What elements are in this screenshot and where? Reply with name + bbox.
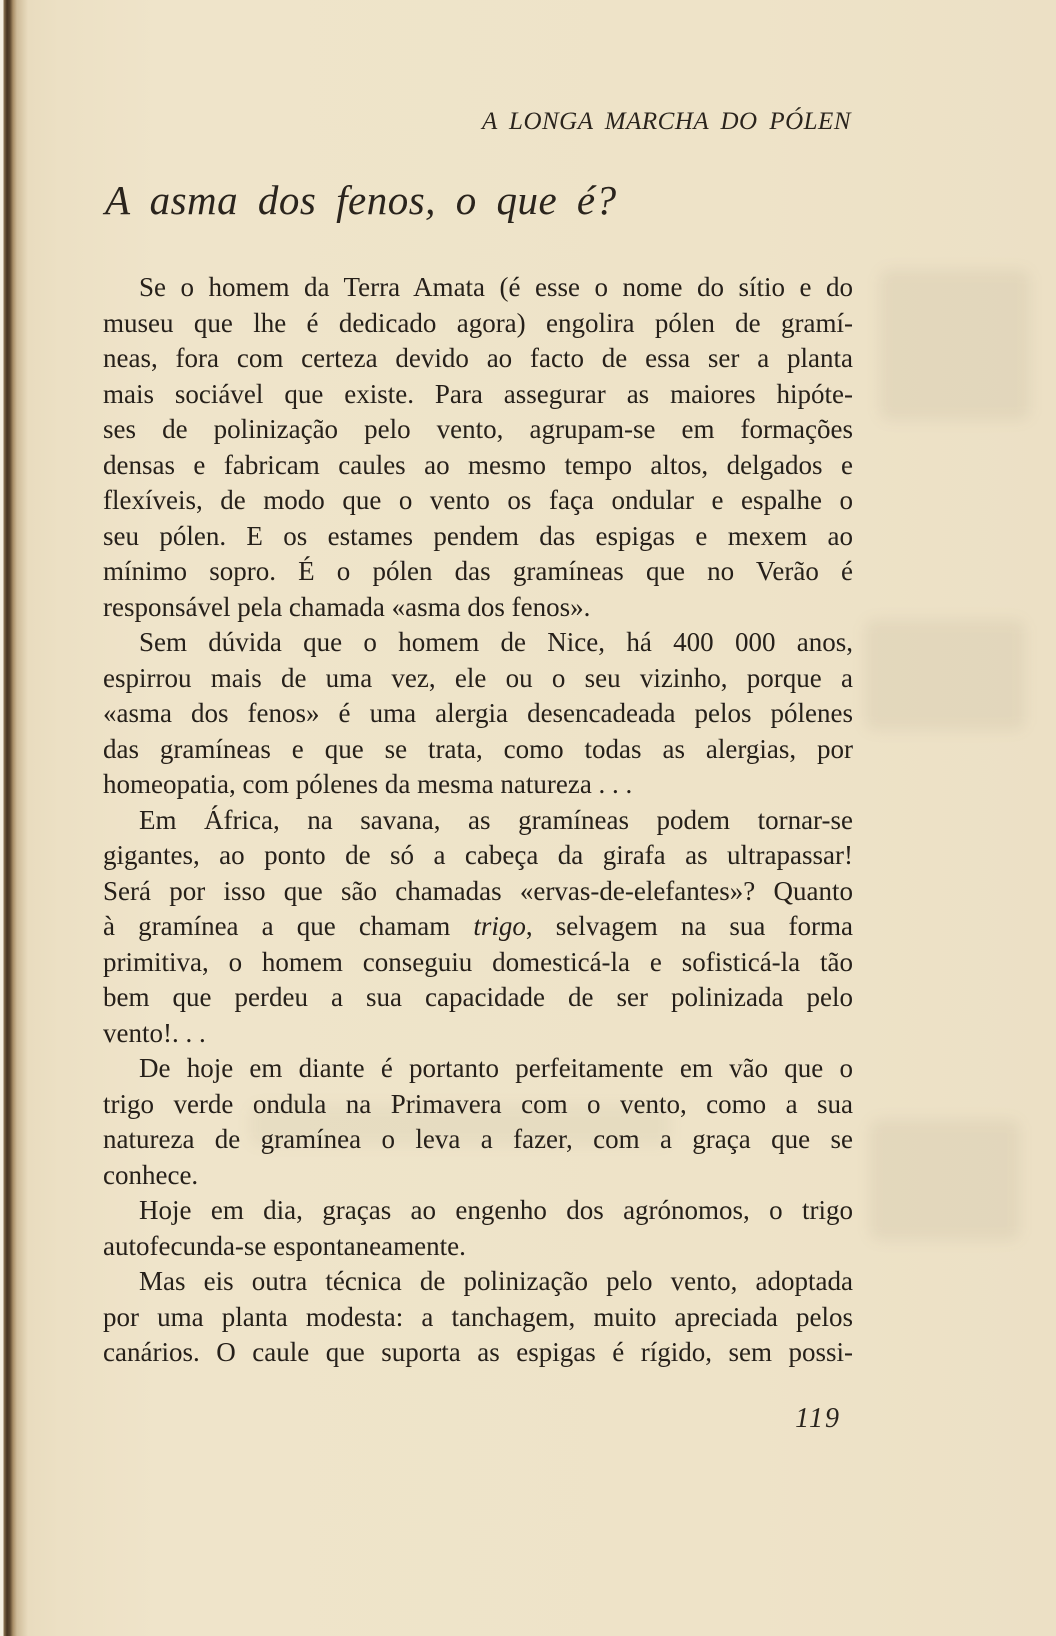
bleed-through-texture <box>870 1120 1020 1240</box>
body-line-segment: , selvagem na sua forma <box>525 911 853 941</box>
body-line: neas, fora com certeza devido ao facto de essa ser a planta <box>103 343 853 373</box>
page-gutter-edge <box>0 0 28 1636</box>
body-line: bem que perdeu a sua capacidade de ser polinizada pelo <box>103 982 853 1012</box>
body-line: gigantes, ao ponto de só a cabeça da girafa as ultrapassar! <box>103 840 853 870</box>
body-line: canários. O caule que suporta as espigas é rígido, sem possi- <box>103 1337 853 1367</box>
body-line: mais sociável que existe. Para assegurar as maiores hipóte- <box>103 378 853 409</box>
body-line: De hoje em diante é portanto perfeitamente em vão que o <box>139 1053 853 1083</box>
body-line: seu pólen. E os estames pendem das espigas e mexem ao <box>103 520 853 551</box>
body-line: autofecunda-se espontaneamente. <box>103 1230 466 1261</box>
running-header: A LONGA MARCHA DO PÓLEN <box>481 108 851 135</box>
body-line: Mas eis outra técnica de polinização pelo vento, adoptada <box>139 1266 853 1296</box>
paragraph <box>103 1264 853 1371</box>
body-line: trigo verde ondula na Primavera com o vento, como a sua <box>103 1088 853 1119</box>
paragraph <box>103 270 853 625</box>
body-line: ses de polinização pelo vento, agrupam-se em formações <box>103 414 853 444</box>
bleed-through-texture <box>880 270 1030 420</box>
paragraph <box>103 1051 853 1193</box>
paragraph <box>103 625 853 803</box>
body-line: densas e fabricam caules ao mesmo tempo altos, delgados e <box>103 449 853 480</box>
body-line: primitiva, o homem conseguiu domesticá-la e sofisticá-la tão <box>103 946 853 977</box>
body-line: vento!. . . <box>103 1017 206 1048</box>
body-line: Sem dúvida que o homem de Nice, há 400 000 anos, <box>139 627 853 657</box>
body-line: flexíveis, de modo que o vento os faça ondular e espalhe o <box>103 485 853 515</box>
section-title: A asma dos fenos, o que é? <box>105 177 617 223</box>
body-line: responsável pela chamada «asma dos fenos». <box>103 591 591 622</box>
body-line: por uma planta modesta: a tanchagem, muito apreciada pelos <box>103 1301 853 1332</box>
body-line: mínimo sopro. É o pólen das gramíneas que no Verão é <box>103 556 853 586</box>
text-block <box>103 0 853 1636</box>
bleed-through-texture <box>865 620 1025 730</box>
page-number: 119 <box>795 1403 841 1434</box>
body-line: homeopatia, com pólenes da mesma natureza . . . <box>103 769 633 799</box>
paragraph <box>103 1193 853 1264</box>
body-line: Hoje em dia, graças ao engenho dos agrónomos, o trigo <box>139 1195 853 1225</box>
italic-word: trigo <box>473 911 526 941</box>
body-line <box>103 909 853 945</box>
body-text <box>103 270 853 1371</box>
body-line: conhece. <box>103 1159 199 1190</box>
body-line: Em África, na savana, as gramíneas podem tornar-se <box>139 804 853 835</box>
paragraph <box>103 803 853 1052</box>
body-line: museu que lhe é dedicado agora) engolira pólen de gramí- <box>103 307 853 338</box>
body-line: «asma dos fenos» é uma alergia desencadeada pelos pólenes <box>103 698 853 728</box>
body-line: Se o homem da Terra Amata (é esse o nome do sítio e do <box>139 272 853 302</box>
body-line: natureza de gramínea o leva a fazer, com a graça que se <box>103 1124 853 1154</box>
body-line: das gramíneas e que se trata, como todas as alergias, por <box>103 733 853 764</box>
body-line-segment: à gramínea a que chamam <box>103 911 474 941</box>
body-line: espirrou mais de uma vez, ele ou o seu vizinho, porque a <box>103 662 853 693</box>
body-line: Será por isso que são chamadas «ervas-de-elefantes»? Quanto <box>103 875 853 906</box>
